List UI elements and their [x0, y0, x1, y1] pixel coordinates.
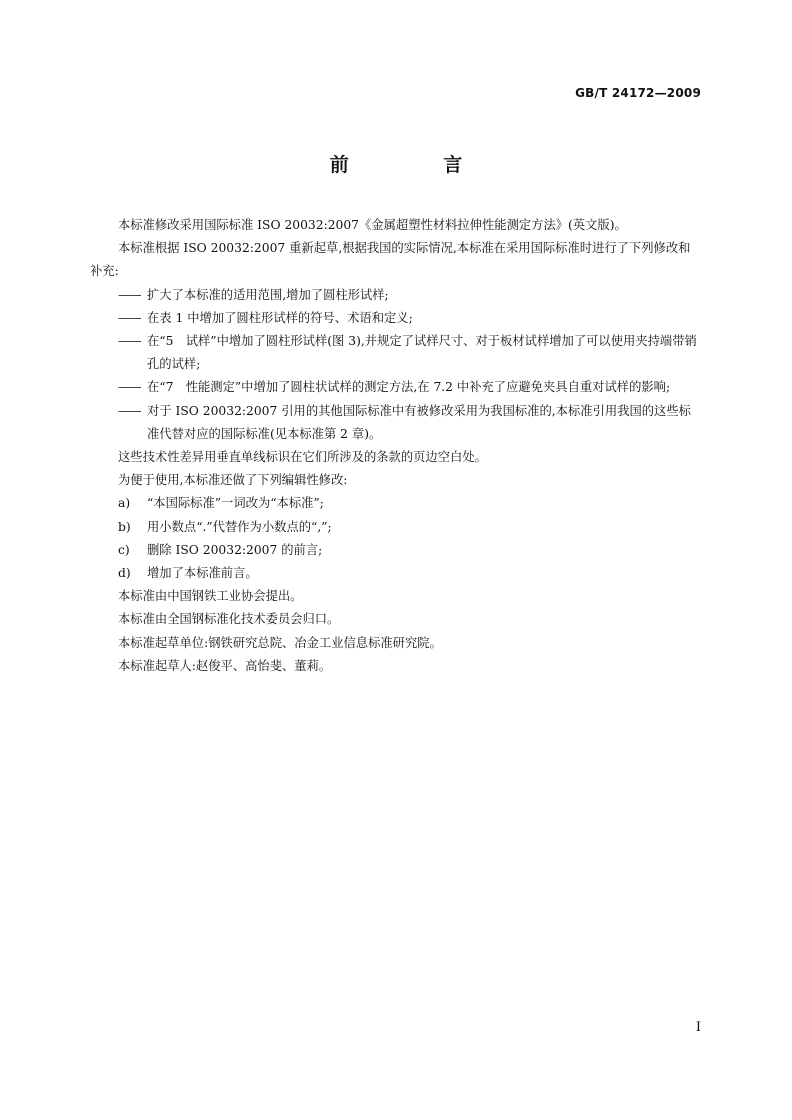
editorial-text: 增加了本标准前言。 [147, 566, 258, 581]
paragraph-editorial-intro: 为便于使用,本标准还做了下列编辑性修改: [118, 473, 348, 488]
paragraph-administrator: 本标准由全国钢标准化技术委员会归口。 [118, 612, 340, 627]
dash-mark: —— [118, 310, 141, 325]
dash-mark: —— [118, 287, 141, 302]
editorial-text: 删除 ISO 20032:2007 的前言; [147, 542, 323, 557]
paragraph-adoption: 本标准修改采用国际标准 ISO 20032:2007《金属超塑性材料拉伸性能测定方法》(英文版)。 [118, 218, 627, 232]
modification-item [90, 330, 702, 376]
editorial-item [90, 516, 702, 539]
editorial-item [90, 562, 702, 585]
list-marker: d) [118, 566, 131, 581]
page-number: I [695, 1020, 701, 1035]
list-marker: c) [118, 542, 130, 557]
modification-text: 在“7 性能测定”中增加了圆柱状试样的测定方法,在 7.2 中补充了应避免夹具自重对试样的影响; [147, 380, 671, 395]
modification-item [90, 400, 702, 446]
list-marker: b) [118, 519, 131, 534]
dash-mark: —— [118, 403, 141, 418]
modification-item [90, 307, 702, 330]
modification-item [90, 376, 702, 399]
editorial-item [90, 492, 702, 515]
paragraph-drafters: 本标准起草人:赵俊平、高怡斐、董莉。 [118, 658, 332, 673]
paragraph-proposer: 本标准由中国钢铁工业协会提出。 [118, 589, 303, 604]
standard-number: GB/T 24172—2009 [575, 86, 701, 100]
page-title: 前 言 [329, 154, 507, 176]
paragraph-drafting-units: 本标准起草单位:钢铁研究总院、冶金工业信息标准研究院。 [118, 635, 442, 650]
modification-text: 扩大了本标准的适用范围,增加了圆柱形试样; [147, 287, 389, 302]
modification-item [90, 284, 702, 307]
editorial-item [90, 539, 702, 562]
list-marker: a) [118, 496, 131, 511]
editorial-text: “本国际标准”一词改为“本标准”; [147, 496, 324, 511]
modification-text: 在“5 试样”中增加了圆柱形试样(图 3),并规定了试样尺寸、对于板材试样增加了可以使用夹持端带销孔的试样; [147, 334, 697, 372]
foreword-body [90, 214, 702, 678]
dash-mark: —— [118, 380, 141, 395]
modification-text: 对于 ISO 20032:2007 引用的其他国际标准中有被修改采用为我国标准的,本标准引用我国的这些标准代替对应的国际标准(见本标准第 2 章)。 [147, 403, 691, 441]
editorial-text: 用小数点“.”代替作为小数点的“,”; [147, 519, 332, 534]
modification-text: 在表 1 中增加了圆柱形试样的符号、术语和定义; [147, 310, 413, 325]
paragraph-drafting-basis: 本标准根据 ISO 20032:2007 重新起草,根据我国的实际情况,本标准在采用国际标准时进行了下列修改和补充: [90, 241, 691, 279]
paragraph-marking-note: 这些技术性差异用垂直单线标识在它们所涉及的条款的页边空白处。 [118, 450, 487, 465]
dash-mark: —— [118, 334, 141, 349]
